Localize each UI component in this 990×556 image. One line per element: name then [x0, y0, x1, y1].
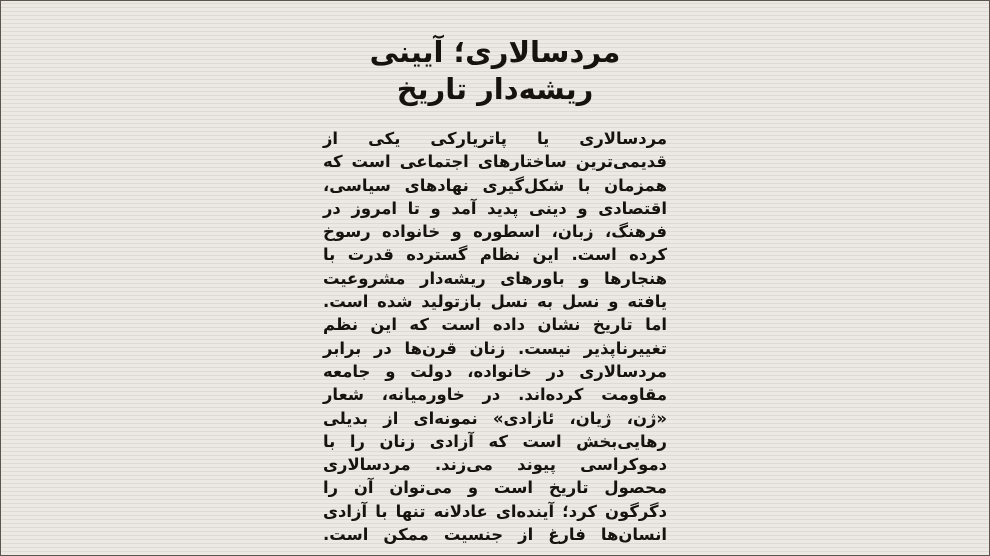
- article-body: مردسالاری یا پاتریارکی یکی از قدیمی‌ترین ساختارهای اجتماعی است که همزمان با شکل‌گیری نهادهای سیاسی، اقتصادی و دینی پدید آمد و تا امروز در فرهنگ، زبان، اسطوره و خانواده رسوخ کرده است. این نظام گسترده قدرت با هنجارها و باورهای ریشه‌دار مشروعیت یافته و نسل به نسل بازتولید شده است. اما تاریخ نشان داده است که این نظم تغییرناپذیر نیست. زنان قرن‌ها در برابر مردسالاری در خانواده، دولت و جامعه مقاومت کرده‌اند. در خاورمیانه، شعار «ژن، ژیان، ئازادی» نمونه‌ای از بدیلی رهایی‌بخش است که آزادی زنان را با دموکراسی پیوند می‌زند. مردسالاری محصول تاریخ است و می‌توان آن را دگرگون کرد؛ آینده‌ای عادلانه تنها با آزادی انسان‌ها فارغ از جنسیت ممکن است.: [323, 129, 667, 545]
- article-title: مردسالاری؛ آیینی ریشه‌دار تاریخ: [369, 35, 621, 106]
- article: [323, 34, 667, 546]
